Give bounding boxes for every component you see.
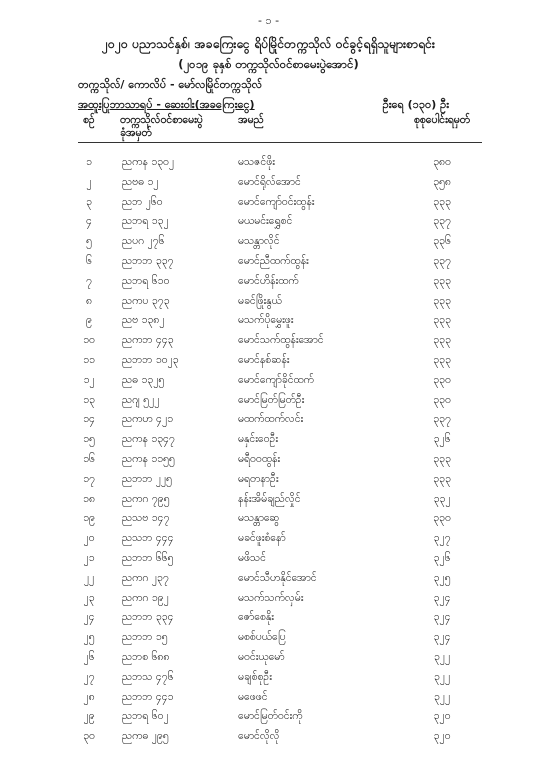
student-name: မောင်သက်ထွန်းအောင်: [238, 334, 324, 347]
table-row: [0, 212, 537, 232]
roll-number: ညဘရ ၆၁၀: [122, 274, 170, 287]
row-number: ၁၃: [83, 393, 95, 406]
table-row: [0, 153, 537, 173]
student-name: မောင်ညီထက်ထွန်း: [238, 254, 309, 267]
student-name: မသက်သက်လှမ်း: [238, 591, 304, 604]
total-marks: ၃၂၀: [433, 730, 451, 743]
header-roll: [120, 114, 230, 140]
row-number: ၂၂: [83, 571, 95, 584]
total-marks: ၃၃၃: [433, 314, 451, 327]
student-name: မောင်ကျော်ဝင်းထွန်း: [238, 195, 315, 208]
table-row: [0, 193, 537, 213]
document-subtitle: (၂၀၁၉ ခုနှစ် တက္ကသိုလ်ဝင်စာမေးပွဲအောင်): [178, 57, 359, 71]
student-name: မချစ်စုဦး: [238, 670, 272, 683]
row-number: ၁၉: [83, 512, 95, 525]
student-name: နန်းအိမ်ချည်လှိုင်: [238, 492, 301, 505]
table-row: [0, 727, 537, 747]
table-row: [0, 628, 537, 648]
table-row: [0, 549, 537, 569]
roll-number: ညဂျ ၅၂၂: [122, 393, 160, 406]
seat-count: ဦးရေ (၁၃၀) ဦး: [382, 98, 449, 111]
total-marks: ၃၂၅: [433, 571, 451, 584]
total-marks: ၃၂၄: [433, 611, 451, 624]
roll-number: ညဘဘ ၁၀၂၃: [122, 353, 179, 366]
roll-number: ညကဂ ၇၉၅: [122, 492, 170, 505]
table-row: [0, 509, 537, 529]
total-marks: ၃၃၃: [433, 274, 451, 287]
roll-number: ညကဂ ၁၉၂: [122, 591, 169, 604]
student-name: မသဇင်ဖိုး: [238, 156, 275, 168]
roll-number: ညပဂ ၂၇၆: [122, 235, 165, 248]
table-row: [0, 272, 537, 292]
student-name: မောင်လိုလို: [238, 730, 280, 743]
row-number: ၃၀: [83, 730, 95, 743]
row-number: ၉: [86, 314, 92, 327]
student-name: မသက်ပိုမွှေးဖူး: [238, 314, 294, 327]
roll-number: ညကပ ၃၇၃: [122, 294, 170, 307]
row-number: ၂၄: [83, 611, 95, 624]
row-number: ၁၅: [83, 433, 95, 446]
table-row: [0, 688, 537, 708]
student-name: မောင်ရိုလ်အောင်: [238, 175, 301, 188]
total-marks: ၃၂၆: [433, 551, 451, 564]
table-row: [0, 668, 537, 688]
row-number: ၁၂: [83, 373, 95, 386]
total-marks: ၃၅၈: [433, 175, 451, 188]
table-row: [0, 707, 537, 727]
student-name: မရတနာဦး: [238, 472, 279, 485]
total-marks: ၃၃၀: [433, 393, 451, 406]
table-row: [0, 252, 537, 272]
row-number: ၁၆: [83, 452, 95, 465]
student-name: မစစ်ပယ်ပြေ: [238, 631, 286, 644]
student-name: မောင်ကျော်ခိုင်ထက်: [238, 373, 314, 386]
student-name: မခင်ဖြိုးနွယ်: [238, 294, 282, 307]
header-roll-line1: တက္ကသိုလ်ဝင်စာမေးပွဲ: [120, 114, 203, 126]
row-number: ၂၁: [83, 551, 95, 564]
student-name: မခင်ဖူးစံနော်: [238, 532, 286, 545]
total-marks: ၃၂၂: [433, 690, 451, 703]
total-marks: ၃၃၆: [433, 235, 451, 248]
table-row: [0, 569, 537, 589]
row-number: ၇: [86, 274, 92, 287]
student-name: မရီဝဝထွန်း: [238, 452, 281, 465]
total-marks: ၃၃၇: [433, 215, 451, 228]
total-marks: ၃၂၂: [433, 670, 451, 683]
table-row: [0, 292, 537, 312]
roll-number: ညကဟ ၄၂၁: [122, 413, 174, 426]
document-title: ၂၀၂၀ ပညာသင်နှစ်၊ အခကြေးငွေ ရိပ်မြိုင်တက္ကသိုလ် ဝင်ခွင့်ရရှိသူများစာရင်း: [101, 37, 436, 51]
total-marks: ၃၂၆: [433, 433, 451, 446]
total-marks: ၃၂၄: [433, 591, 451, 604]
university-line: တက္ကသိုလ်/ ကောလိပ် - မော်လမြိုင်တက္ကသိုလ်: [78, 78, 263, 91]
roll-number: ညဓ ၁၃၂၅: [122, 373, 165, 386]
total-marks: ၃၃၃: [433, 452, 451, 465]
row-number: ၂၃: [83, 591, 95, 604]
row-number: ၁၁: [83, 353, 95, 366]
total-marks: ၃၂၇: [433, 532, 451, 545]
row-number: ၂၀: [83, 532, 95, 545]
row-number: ၂၅: [83, 631, 95, 644]
total-marks: ၃၃၀: [433, 373, 451, 386]
total-marks: ၃၈၀: [433, 156, 451, 168]
table-row: [0, 351, 537, 371]
table-row: [0, 608, 537, 628]
roll-number: ညကဂ ၂၃၇: [122, 571, 169, 584]
row-number: ၁: [86, 156, 92, 168]
roll-number: ညဘဘ ၃၃၇: [122, 254, 174, 267]
row-number: ၃: [86, 195, 92, 208]
row-number: ၁၈: [83, 492, 95, 505]
table-row: [0, 232, 537, 252]
roll-number: ညဘဘ ၆၆၅: [122, 551, 174, 564]
student-name: မဖိသင်: [238, 551, 266, 564]
total-marks: ၃၃၃: [433, 195, 451, 208]
roll-number: ညဘဘ ၃၃၄: [122, 611, 174, 624]
roll-number: ညကန ၁၃၀၂: [122, 156, 175, 168]
total-marks: ၃၃၀: [433, 512, 451, 525]
table-row: [0, 529, 537, 549]
table-row: [0, 331, 537, 351]
table-row: [0, 450, 537, 470]
student-name: မသန္တာလိုင်: [238, 235, 280, 248]
roll-number: ညဘရ ၆၀၂: [122, 710, 169, 723]
roll-number: ညဘရ ၁၃၂: [122, 215, 169, 228]
table-row: [0, 371, 537, 391]
total-marks: ၃၂၂: [433, 650, 451, 663]
row-number: ၆: [86, 254, 92, 267]
row-number: ၁၀: [83, 334, 95, 347]
roll-number: ညဘဘ ၁၅: [122, 631, 168, 644]
table-row: [0, 391, 537, 411]
student-name: မယမင်းရွှေစင်: [238, 215, 293, 228]
header-roll-line2: ခုံအမှတ်: [120, 127, 152, 139]
table-row: [0, 470, 537, 490]
roll-number: ညဗ ၁၃၈၂: [122, 314, 165, 327]
roll-number: ညကဘ ၄၄၃: [122, 334, 174, 347]
roll-number: ညဘစ ၆၈၈: [122, 650, 170, 663]
row-number: ၁၄: [83, 413, 95, 426]
total-marks: ၃၃၃: [433, 334, 451, 347]
row-number: ၂၈: [83, 690, 95, 703]
roll-number: ညဗဓ ၁၂: [122, 175, 159, 188]
page-number: - ၁ -: [257, 14, 280, 27]
table-row: [0, 410, 537, 430]
row-number: ၄: [86, 215, 92, 228]
student-name: မောင်မြတ်မြတ်ဦး: [238, 393, 305, 406]
student-name: မနှင်းဝေဦး: [238, 433, 279, 446]
roll-number: ညဘဘ ၄၄၁: [122, 690, 174, 703]
table-row: [0, 430, 537, 450]
student-name: မောင်ဟိန်းထက်: [238, 274, 299, 287]
header-marks: စုစုပေါင်းရမှတ်: [413, 114, 471, 126]
table-row: [0, 173, 537, 193]
specialization-line: အထူးပြုဘာသာရပ် - ဆေးဝါး(အခကြေးငွေ): [78, 98, 255, 111]
roll-number: ညကန ၁၁၅၅: [122, 452, 175, 465]
student-name: မသန္တာဆွေ: [238, 512, 280, 525]
header-no: စဉ်: [83, 114, 95, 126]
row-number: ၁၇: [83, 472, 95, 485]
total-marks: ၃၂၄: [433, 631, 451, 644]
roll-number: ညသဗ ၁၄၇: [122, 512, 170, 525]
student-name: မဖေဖင်: [238, 690, 268, 703]
total-marks: ၃၃၇: [433, 254, 451, 267]
student-name: မောင်သီဟနိုင်အောင်: [238, 571, 317, 584]
table-row: [0, 311, 537, 331]
results-table: [0, 153, 537, 747]
student-name: မောင်နစ်ဆန်း: [238, 353, 290, 366]
student-name: ဇော်စေနိုး: [238, 611, 274, 624]
total-marks: ၃၂၀: [433, 710, 451, 723]
roll-number: ညဘသ ၄၇၆: [122, 670, 174, 683]
roll-number: ညဘဘ ၂၂၅: [122, 472, 172, 485]
student-name: မထက်ထက်လင်း: [238, 413, 304, 426]
row-number: ၂၉: [83, 710, 95, 723]
total-marks: ၃၃၃: [433, 353, 451, 366]
roll-number: ညကဓ ၂၉၅: [122, 730, 169, 743]
student-name: မောင်မြတ်ဝင်းကို: [238, 710, 303, 723]
row-number: ၂: [86, 175, 92, 188]
total-marks: ၃၃၃: [433, 472, 451, 485]
table-row: [0, 589, 537, 609]
header-rule: [78, 142, 482, 143]
roll-number: ညကန ၁၃၄၇: [122, 433, 175, 446]
table-row: [0, 490, 537, 510]
row-number: ၈: [86, 294, 92, 307]
roll-number: ညဘ ၂၆၀: [122, 195, 163, 208]
student-name: မဝင်းယုမော်: [238, 650, 285, 663]
total-marks: ၃၃၇: [433, 413, 451, 426]
table-row: [0, 648, 537, 668]
row-number: ၂၆: [83, 650, 95, 663]
row-number: ၂၇: [83, 670, 95, 683]
row-number: ၅: [86, 235, 92, 248]
total-marks: ၃၃၃: [433, 294, 451, 307]
total-marks: ၃၃၂: [433, 492, 451, 505]
header-name: အမည်: [238, 114, 264, 126]
roll-number: ညသဘ ၄၄၄: [122, 532, 174, 545]
